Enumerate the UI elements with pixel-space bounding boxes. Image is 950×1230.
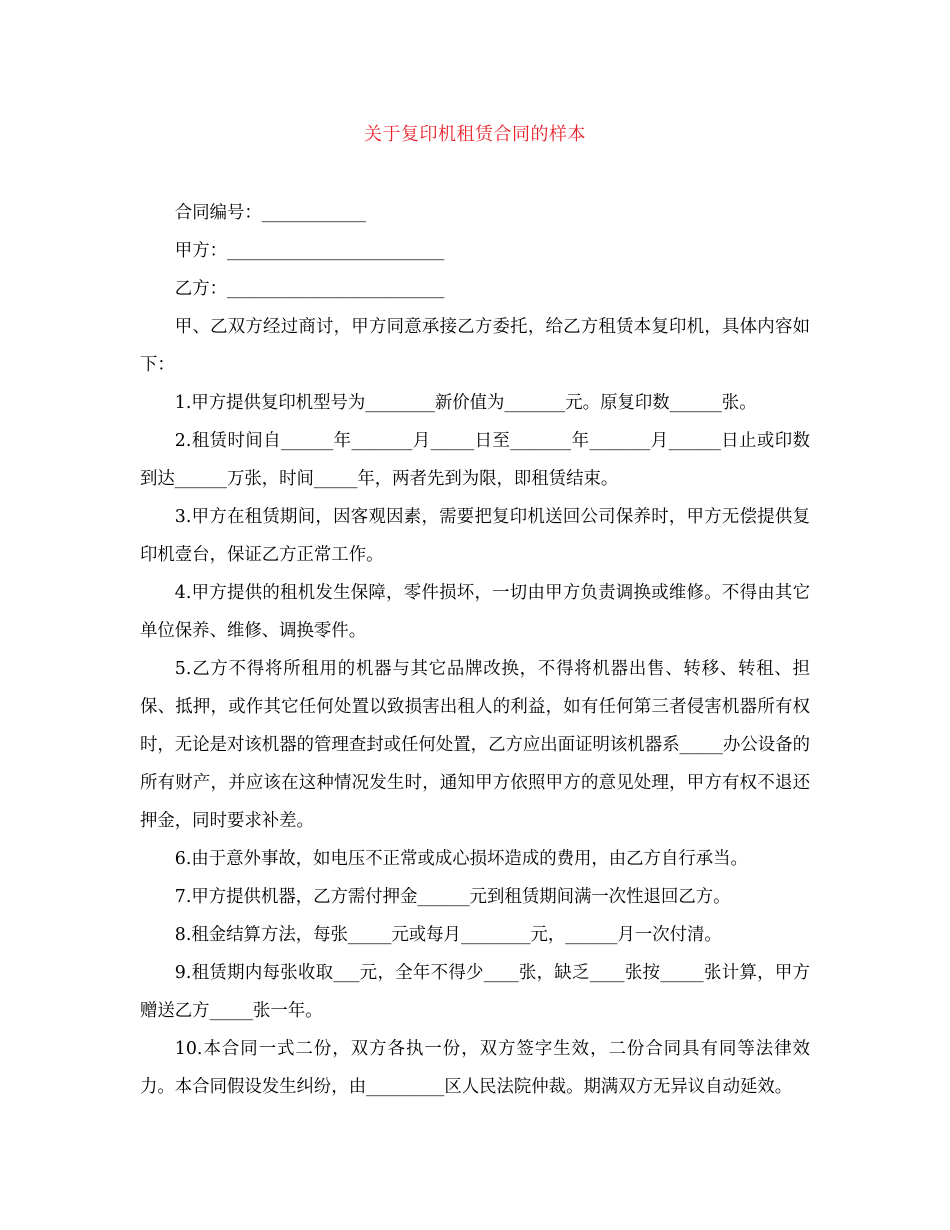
clause-2: 2.租赁时间自______年_______月_____日至_______年_______月______日止或印数到达______万张，时间_____年，两者先到为限，即租赁结束。 xyxy=(140,431,810,489)
clause-4: 4.甲方提供的租机发生保障，零件损坏，一切由甲方负责调换或维修。不得由其它单位保养、维修、调换零件。 xyxy=(140,583,810,641)
document-title: 关于复印机租赁合同的样本 xyxy=(364,124,586,145)
clause-1: 1.甲方提供复印机型号为________新价值为_______元。原复印数______张。 xyxy=(174,393,757,413)
contract-body xyxy=(140,194,810,1106)
party-a-field: 甲方：_________________________ xyxy=(174,241,445,261)
intro-paragraph: 甲、乙双方经过商讨，甲方同意承接乙方委托，给乙方租赁本复印机，具体内容如下： xyxy=(140,317,810,375)
clause-7: 7.甲方提供机器，乙方需付押金______元到租赁期间满一次性退回乙方。 xyxy=(174,887,731,907)
contract-number-field: 合同编号：____________ xyxy=(174,203,367,223)
clause-8: 8.租金结算方法，每张_____元或每月________元，______月一次付清。 xyxy=(174,925,722,945)
clause-6: 6.由于意外事故，如电压不正常或成心损坏造成的费用，由乙方自行承当。 xyxy=(174,849,748,869)
clause-3: 3.甲方在租赁期间，因客观因素，需要把复印机送回公司保养时，甲方无偿提供复印机壹台，保证乙方正常工作。 xyxy=(140,507,810,565)
clause-9: 9.租赁期内每张收取___元，全年不得少____张，缺乏____张按_____张计算，甲方赠送乙方_____张一年。 xyxy=(140,963,810,1021)
clause-5: 5.乙方不得将所租用的机器与其它品牌改换，不得将机器出售、转移、转租、担保、抵押，或作其它任何处置以致损害出租人的利益，如有任何第三者侵害机器所有权时，无论是对该机器的管理查封或任何处置，乙方应出面证明该机器系_____办公设备的所有财产，并应该在这种情况发生时，通知甲方依照甲方的意见处理，甲方有权不退还押金，同时要求补差。 xyxy=(140,659,810,831)
party-b-field: 乙方：_________________________ xyxy=(174,279,445,299)
clause-10: 10.本合同一式二份，双方各执一份，双方签字生效，二份合同具有同等法律效力。本合同假设发生纠纷，由_________区人民法院仲裁。期满双方无异议自动延效。 xyxy=(140,1039,810,1097)
